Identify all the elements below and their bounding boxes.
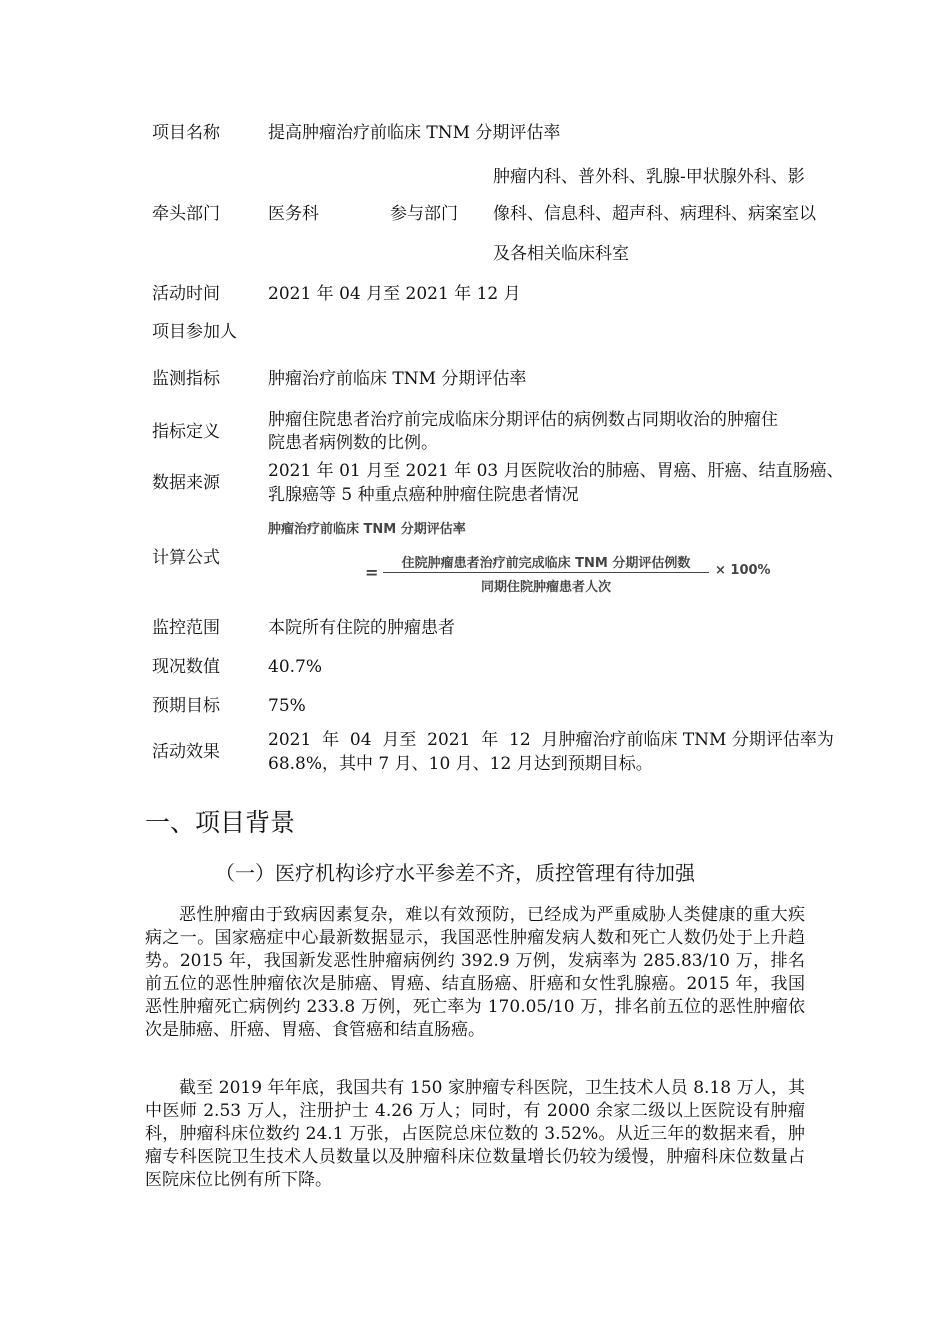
effect-line: 2021 年 04 月至 2021 年 12 月肿瘤治疗前临床 TNM 分期评估率为 — [268, 730, 834, 750]
current-value: 40.7% — [268, 657, 323, 677]
scope-label: 监控范围 — [152, 618, 220, 638]
formula-numerator: 住院肿瘤患者治疗前完成临床 TNM 分期评估例数 — [401, 556, 691, 571]
paragraph: 恶性肿瘤由于致病因素复杂，难以有效预防，已经成为严重威胁人类健康的重大疾病之一。国家癌症中心最新数据显示，我国恶性肿瘤发病人数和死亡人数仍处于上升趋势。2015 年，我国新发恶性肿瘤病例约 392.9 万例，发病率为 285.83/10 万，排名前五位的恶性肿瘤依次是肺癌、胃癌、结直肠癌、肝癌和女性乳腺癌。2015 年，我国恶性肿瘤死亡病例约 233.8 万例，死亡率为 170.05/10 万，排名前五位的恶性肿瘤依次是肺癌、肝癌、胃癌、食管癌和结直肠癌。 — [145, 905, 805, 1040]
lead-dept: 医务科 — [268, 204, 319, 224]
formula-title: 肿瘤治疗前临床 TNM 分期评估率 — [268, 522, 466, 537]
paragraph: 截至 2019 年年底，我国共有 150 家肿瘤专科医院，卫生技术人员 8.18 万人，其中医师 2.53 万人，注册护士 4.26 万人；同时，有 2000 余家二级以上医院设有肿瘤科，肿瘤科床位数约 24.1 万张，占医院总床位数的 3.52%。从近三年的数据来看，肿瘤专科医院卫生技术人员数量以及肿瘤科床位数量增长仍较为缓慢，肿瘤科床位数量占医院床位比例有所下降。 — [145, 1078, 805, 1190]
formula-equals: = — [365, 563, 379, 582]
indicator-label: 监测指标 — [152, 369, 220, 389]
project-name-label: 项目名称 — [152, 123, 220, 143]
scope: 本院所有住院的肿瘤患者 — [268, 618, 455, 638]
target-value: 75% — [268, 696, 306, 716]
activity-time: 2021 年 04 月至 2021 年 12 月 — [268, 284, 521, 304]
formula-label: 计算公式 — [152, 548, 220, 568]
formula-times: × 100% — [715, 563, 771, 578]
effect-line: 68.8%，其中 7 月、10 月、12 月达到预期目标。 — [268, 754, 653, 774]
lead-dept-label: 牵头部门 — [152, 204, 220, 224]
participants-label: 项目参加人 — [152, 322, 237, 342]
section-heading: 一、项目背景 — [145, 808, 296, 837]
activity-time-label: 活动时间 — [152, 284, 220, 304]
indicator: 肿瘤治疗前临床 TNM 分期评估率 — [268, 369, 527, 389]
participating-dept-line: 像科、信息科、超声科、病理科、病案室以 — [493, 204, 816, 224]
fraction-bar — [383, 572, 709, 573]
target-label: 预期目标 — [152, 696, 220, 716]
data-source-label: 数据来源 — [152, 473, 220, 493]
definition-line: 肿瘤住院患者治疗前完成临床分期评估的病例数占同期收治的肿瘤住 — [268, 410, 778, 430]
formula-denominator: 同期住院肿瘤患者人次 — [480, 580, 611, 595]
data-source-line: 乳腺癌等 5 种重点癌种肿瘤住院患者情况 — [268, 485, 579, 505]
participating-dept-line: 及各相关临床科室 — [493, 244, 629, 264]
definition-label: 指标定义 — [152, 422, 220, 442]
definition-line: 院患者病例数的比例。 — [268, 433, 438, 453]
data-source-line: 2021 年 01 月至 2021 年 03 月医院收治的肺癌、胃癌、肝癌、结直肠癌、 — [268, 461, 844, 481]
project-name: 提高肿瘤治疗前临床 TNM 分期评估率 — [268, 123, 561, 143]
formula — [365, 552, 775, 596]
participating-dept-line: 肿瘤内科、普外科、乳腺-甲状腺外科、影 — [493, 167, 805, 187]
effect-label: 活动效果 — [152, 742, 220, 762]
section-subheading: （一）医疗机构诊疗水平参差不齐，质控管理有待加强 — [215, 861, 695, 885]
current-label: 现况数值 — [152, 657, 220, 677]
participating-dept-label: 参与部门 — [390, 204, 458, 224]
